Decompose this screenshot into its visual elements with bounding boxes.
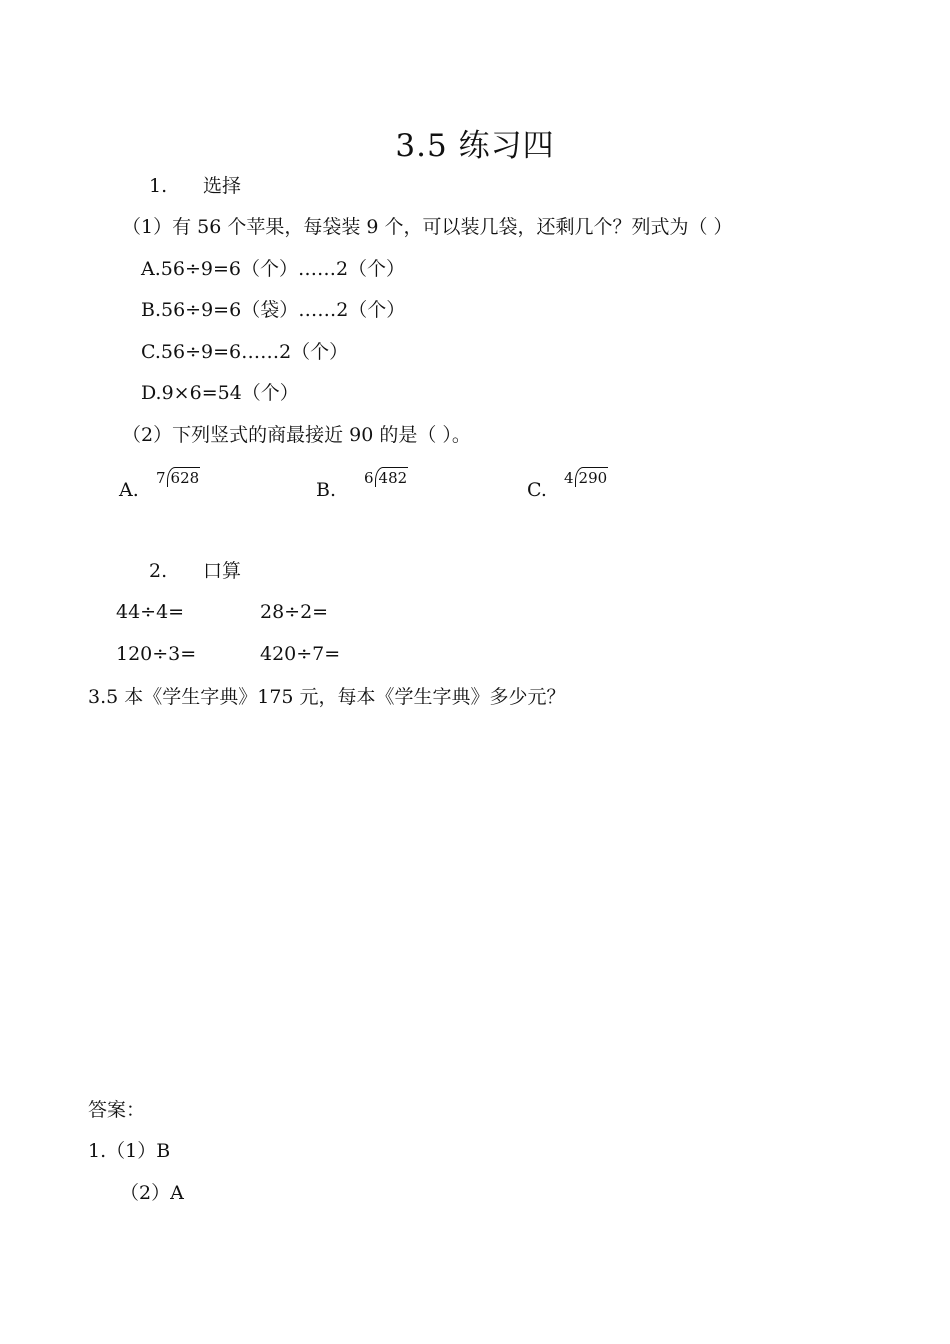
q1-option-b: B.56÷9=6（袋）……2（个） <box>141 299 406 321</box>
q1-stem: （1）有 56 个苹果，每袋装 9 个，可以装几袋，还剩几个？列式为（ ） <box>122 216 733 238</box>
section1-title: 选择 <box>203 175 242 197</box>
q2-option-c-dividend: 290 <box>575 467 609 487</box>
section1-number: 1. <box>149 175 168 197</box>
calc-item: 420÷7= <box>260 643 341 665</box>
section1-heading <box>149 177 241 196</box>
answer-line-1: 1.（1）B <box>88 1140 171 1162</box>
q2-option-c-label: C. <box>527 479 547 501</box>
q1-option-a: A.56÷9=6（个）……2（个） <box>141 258 406 280</box>
section2-title: 口算 <box>203 560 242 582</box>
q2-stem: （2）下列竖式的商最接近 90 的是（ ）。 <box>122 424 471 446</box>
calc-item: 44÷4= <box>116 601 185 623</box>
section2-number: 2. <box>149 560 168 582</box>
calc-item: 28÷2= <box>260 601 329 623</box>
q2-option-a-divisor: 7 <box>156 469 166 487</box>
word-problem: 3.5 本《学生字典》175 元，每本《学生字典》多少元？ <box>88 686 566 708</box>
q1-option-c: C.56÷9=6……2（个） <box>141 341 349 363</box>
q2-option-c-divisor: 4 <box>564 469 574 487</box>
calc-item: 120÷3= <box>116 643 197 665</box>
q2-option-c-division <box>564 467 608 487</box>
q2-option-b-division <box>364 467 408 487</box>
section2-heading <box>149 562 241 581</box>
page-title: 3.5 练习四 <box>395 128 555 164</box>
q1-option-d: D.9×6=54（个） <box>141 382 299 404</box>
answer-line-2: （2）A <box>120 1182 184 1204</box>
q2-option-b-dividend: 482 <box>375 467 409 487</box>
q2-option-b-divisor: 6 <box>364 469 374 487</box>
q2-option-a-division <box>156 467 200 487</box>
q2-option-a-label: A. <box>119 479 139 501</box>
q2-option-b-label: B. <box>316 479 337 501</box>
q2-option-a-dividend: 628 <box>167 467 201 487</box>
answers-heading: 答案： <box>88 1099 146 1121</box>
